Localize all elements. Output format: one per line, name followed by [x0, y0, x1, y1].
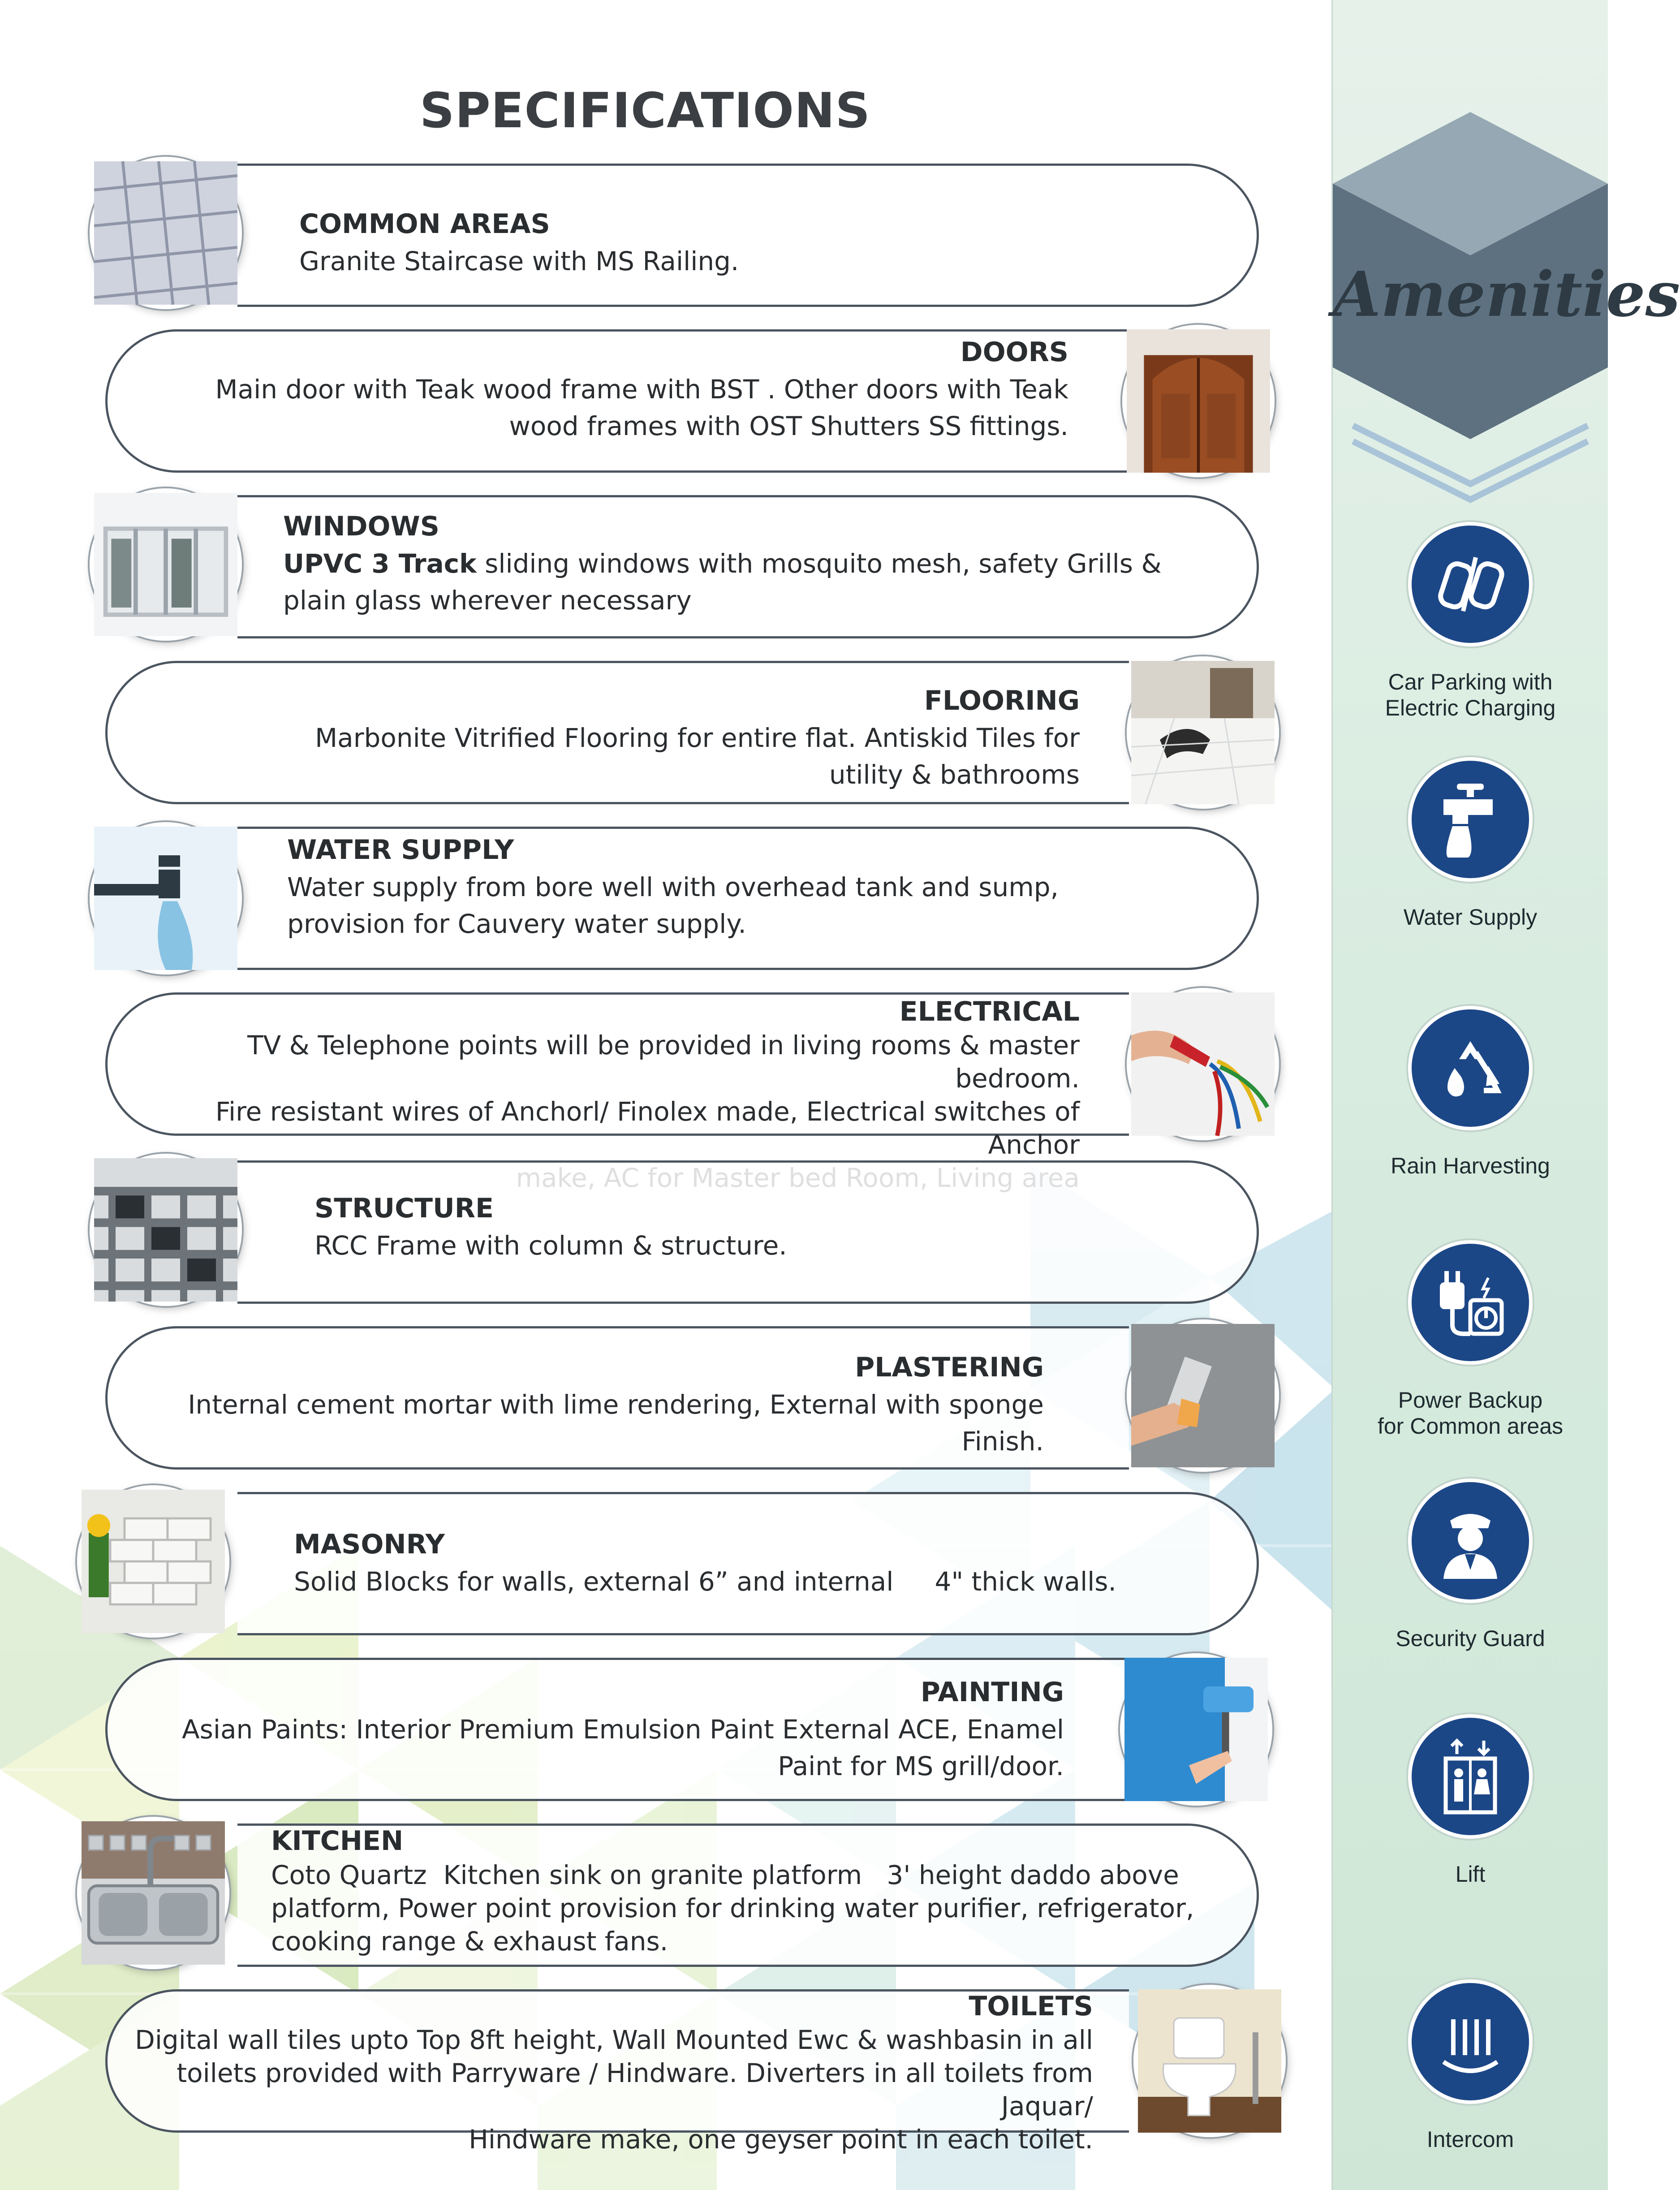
- spec-description: Finish.: [961, 1426, 1044, 1457]
- spec-description: Paint for MS grill/door.: [778, 1751, 1064, 1781]
- spec-description: RCC Frame with column & structure.: [314, 1230, 787, 1261]
- spec-description: plain glass wherever necessary: [283, 585, 692, 616]
- amenity-label: Security Guard: [1396, 1626, 1545, 1651]
- amenity-security-guard: [1333, 1479, 1608, 1651]
- spec-title: PLASTERING: [855, 1352, 1044, 1383]
- amenity-car-parking: [1333, 522, 1608, 721]
- amenity-label: Electric Charging: [1385, 695, 1556, 720]
- spec-description: Main door with Teak wood frame with BST . Other doors with Teak: [215, 374, 1068, 405]
- painting-photo: [1120, 1653, 1272, 1806]
- spec-structure: [314, 1190, 1210, 1264]
- spec-toilets: [116, 1989, 1093, 2156]
- water-tap-icon: [1408, 757, 1533, 882]
- spec-description: utility & bathrooms: [829, 759, 1080, 790]
- electrical-photo: [1127, 988, 1279, 1140]
- common-areas-photo: [90, 157, 242, 309]
- intercom-icon: [1408, 1979, 1533, 2104]
- spec-title: DOORS: [960, 336, 1068, 368]
- masonry-photo: [77, 1485, 229, 1638]
- spec-description: Digital wall tiles upto Top 8ft height, Wall Mounted Ewc & washbasin in all: [135, 2025, 1093, 2055]
- spec-description: Fire resistant wires of Anchorl/ Finolex made, Electrical switches of Anchor: [215, 1096, 1080, 1160]
- spec-description: Hindware make, one geyser point in each toilet.: [469, 2124, 1093, 2155]
- amenity-label: for Common areas: [1377, 1414, 1564, 1439]
- spec-description: Asian Paints: Interior Premium Emulsion Paint External ACE, Enamel: [182, 1714, 1064, 1745]
- spec-description: wood frames with OST Shutters SS fittings.: [509, 411, 1068, 441]
- spec-title: STRUCTURE: [314, 1193, 494, 1224]
- amenity-label: Lift: [1455, 1862, 1486, 1887]
- spec-description: Marbonite Vitrified Flooring for entire flat. Antiskid Tiles for: [315, 723, 1080, 753]
- spec-title: COMMON AREAS: [299, 208, 550, 240]
- spec-title: PAINTING: [920, 1677, 1064, 1708]
- spec-bold-lead: UPVC 3 Track: [283, 548, 477, 579]
- structure-photo: [90, 1154, 242, 1306]
- amenity-label: Intercom: [1426, 2127, 1514, 2152]
- amenity-intercom: [1333, 1979, 1608, 2152]
- spec-description: Water supply from bore well with overhead tank and sump,: [287, 872, 1059, 902]
- amenity-rain-harvesting: [1333, 1006, 1608, 1179]
- spec-description: Coto Quartz Kitchen sink on granite platform 3' height daddo above: [271, 1860, 1179, 1890]
- car-parking-icon: [1408, 522, 1533, 647]
- spec-painting: [134, 1673, 1064, 1785]
- recycle-water-icon: [1408, 1006, 1533, 1130]
- security-guard-icon: [1408, 1479, 1533, 1603]
- water-supply-photo: [90, 822, 242, 974]
- spec-plastering: [134, 1349, 1044, 1460]
- spec-windows: [283, 508, 1224, 619]
- spec-kitchen: [271, 1824, 1234, 1958]
- amenity-power-backup: [1333, 1240, 1608, 1439]
- amenities-title: Amenities: [1333, 258, 1680, 331]
- spec-common-areas: [299, 205, 1195, 280]
- spec-doors: [134, 333, 1068, 444]
- spec-description: sliding windows with mosquito mesh, safety Grills &: [476, 548, 1162, 579]
- spec-title: FLOORING: [924, 685, 1080, 716]
- spec-description: Granite Staircase with MS Railing.: [299, 246, 739, 276]
- spec-flooring: [134, 682, 1080, 793]
- toilets-photo: [1133, 1985, 1286, 2137]
- spec-masonry: [294, 1526, 1235, 1600]
- spec-title: WATER SUPPLY: [287, 834, 514, 866]
- spec-title: TOILETS: [969, 1991, 1093, 2022]
- doors-photo: [1122, 325, 1275, 477]
- kitchen-photo: [77, 1817, 229, 1969]
- power-plug-icon: [1408, 1240, 1533, 1365]
- spec-title: KITCHEN: [271, 1825, 404, 1857]
- spec-description: Internal cement mortar with lime rendering, External with sponge: [188, 1389, 1044, 1420]
- page-title: SPECIFICATIONS: [419, 83, 871, 139]
- amenities-panel: [1331, 0, 1680, 2190]
- amenity-label: Car Parking with: [1388, 669, 1553, 694]
- spec-description: toilets provided with Parryware / Hindware. Diverters in all toilets from Jaquar/: [177, 2058, 1093, 2121]
- spec-description: TV & Telephone points will be provided in living rooms & master bedroom.: [247, 1030, 1080, 1094]
- spec-title: WINDOWS: [283, 511, 439, 542]
- flooring-photo: [1127, 656, 1279, 809]
- spec-water-supply: [287, 831, 1228, 942]
- amenity-label: Rain Harvesting: [1391, 1153, 1550, 1178]
- lift-icon: [1408, 1714, 1533, 1839]
- amenity-lift: [1333, 1714, 1608, 1887]
- amenity-water-supply: [1333, 757, 1608, 930]
- amenity-label: Power Backup: [1398, 1388, 1543, 1413]
- amenity-label: Water Supply: [1403, 905, 1538, 930]
- spec-description: provision for Cauvery water supply.: [287, 909, 746, 939]
- plastering-photo: [1127, 1319, 1279, 1472]
- spec-description: Solid Blocks for walls, external 6” and internal 4" thick walls.: [294, 1566, 1116, 1597]
- windows-photo: [90, 488, 242, 641]
- spec-title: MASONRY: [294, 1529, 445, 1560]
- spec-title: ELECTRICAL: [899, 996, 1080, 1027]
- spec-description: cooking range & exhaust fans.: [271, 1926, 668, 1957]
- spec-description: platform, Power point provision for drinking water purifier, refrigerator,: [271, 1893, 1194, 1923]
